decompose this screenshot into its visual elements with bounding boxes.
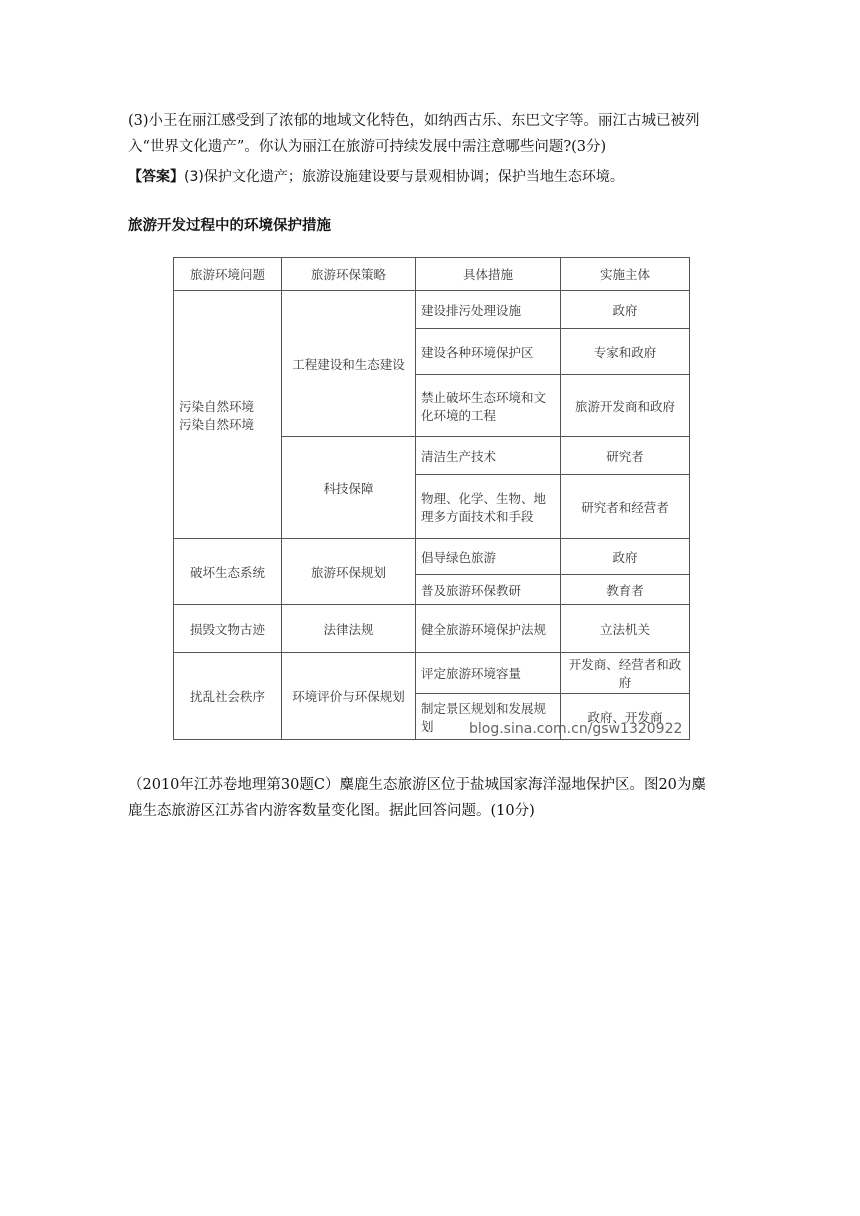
header-measure: 具体措施 <box>416 258 561 291</box>
actor-cell: 旅游开发商和政府 <box>561 375 690 437</box>
strategy-cell: 科技保障 <box>282 437 416 539</box>
table-row <box>174 539 690 575</box>
header-actor: 实施主体 <box>561 258 690 291</box>
question-3-line-2: 入“世界文化遗产”。你认为丽江在旅游可持续发展中需注意哪些问题?(3分) <box>128 139 607 155</box>
actor-cell: 政府 <box>561 291 690 329</box>
table-row <box>174 605 690 653</box>
strategy-cell: 旅游环保规划 <box>282 539 416 605</box>
answer <box>128 164 733 190</box>
section-heading: 旅游开发过程中的环境保护措施 <box>128 218 331 234</box>
measure-cell: 倡导绿色旅游 <box>416 539 561 575</box>
measure-cell: 建设各种环境保护区 <box>416 329 561 375</box>
table-header-row <box>174 258 690 291</box>
actor-cell: 开发商、经营者和政府 <box>561 653 690 694</box>
measure-cell: 评定旅游环境容量 <box>416 653 561 694</box>
answer-text: (3)保护文化遗产；旅游设施建设要与景观相协调；保护当地生态环境。 <box>184 169 624 185</box>
measure-cell: 禁止破坏生态环境和文化环境的工程 <box>416 375 561 437</box>
measure-cell: 制定景区规划和发展规划 <box>416 694 561 740</box>
problem-cell: 扰乱社会秩序 <box>174 653 282 740</box>
measure-cell: 普及旅游环保教研 <box>416 575 561 605</box>
problem-text: 污染自然环境 <box>179 398 255 414</box>
blog-watermark: blog.sina.com.cn/gsw1320922 <box>469 721 683 737</box>
answer-label: 【答案】 <box>128 169 184 185</box>
strategy-cell: 环境评价与环保规划 <box>282 653 416 740</box>
question-3 <box>128 108 733 160</box>
measure-cell: 清洁生产技术 <box>416 437 561 475</box>
table-row <box>174 291 690 329</box>
actor-cell: 研究者 <box>561 437 690 475</box>
measures-table-figure <box>173 257 689 744</box>
actor-cell: 政府、开发商 <box>561 694 690 740</box>
question-3-line-1: (3)小王在丽江感受到了浓郁的地域文化特色，如纳西古乐、东巴文字等。丽江古城已被列 <box>128 113 700 129</box>
problem-cell <box>174 291 282 539</box>
actor-cell: 立法机关 <box>561 605 690 653</box>
question-2010-line-2: 鹿生态旅游区江苏省内游客数量变化图。据此回答问题。(10分) <box>128 803 535 819</box>
header-strategy: 旅游环保策略 <box>282 258 416 291</box>
table-row <box>174 653 690 694</box>
strategy-cell: 工程建设和生态建设 <box>282 291 416 437</box>
actor-cell: 研究者和经营者 <box>561 475 690 539</box>
problem-cell: 破坏生态系统 <box>174 539 282 605</box>
measure-cell: 健全旅游环境保护法规 <box>416 605 561 653</box>
problem-cell: 损毁文物古迹 <box>174 605 282 653</box>
actor-cell: 专家和政府 <box>561 329 690 375</box>
measures-table <box>173 257 690 740</box>
header-problem: 旅游环境问题 <box>174 258 282 291</box>
measure-cell: 建设排污处理设施 <box>416 291 561 329</box>
actor-cell: 政府 <box>561 539 690 575</box>
strategy-cell: 法律法规 <box>282 605 416 653</box>
question-2010-line-1: （2010年江苏卷地理第30题C）麋鹿生态旅游区位于盐城国家海洋湿地保护区。图20为麋 <box>128 777 706 793</box>
question-2010-jiangsu <box>128 772 733 824</box>
measure-cell: 物理、化学、生物、地理多方面技术和手段 <box>416 475 561 539</box>
actor-cell: 教育者 <box>561 575 690 605</box>
problem-text: 污染自然环境 <box>179 416 255 432</box>
